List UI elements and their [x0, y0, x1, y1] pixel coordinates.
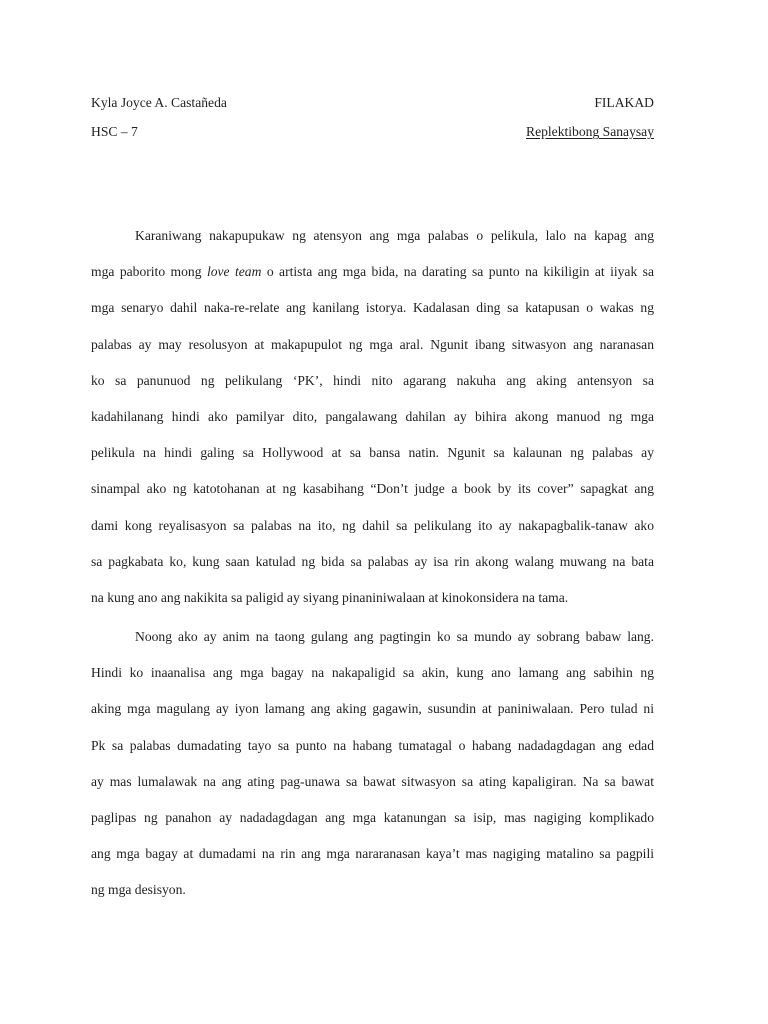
document-type: Replektibong Sanaysay: [526, 124, 654, 139]
paragraph-line: ay mas lumalawak na ang ating pag-unawa sa bawat sitwasyon sa ating kapaligiran. Na sa bawat: [91, 773, 654, 789]
paragraph-line: ng mga desisyon.: [91, 882, 186, 898]
text-segment: mga paborito mong: [91, 264, 207, 280]
paragraph-line: aking mga magulang ay iyon lamang ang aking gagawin, susundin at paniniwalaan. Pero tulad ni: [91, 701, 654, 717]
paragraph-line: sinampal ako ng katotohanan at ng kasabihang “Don’t judge a book by its cover” sapagkat ang: [91, 481, 654, 497]
header-row-2: [91, 123, 654, 141]
subject-code: FILAKAD: [594, 95, 654, 110]
paragraph-line: kadahilanang hindi ako pamilyar dito, pangalawang dahilan ay bihira akong manuod ng mga: [91, 408, 654, 424]
paragraph-line: Karaniwang nakapupukaw ng atensyon ang mga palabas o pelikula, lalo na kapag ang: [135, 228, 654, 243]
paragraph-line: ang mga bagay at dumadami na rin ang mga nararanasan kaya’t mas nagiging matalino sa pagpili: [91, 846, 654, 862]
paragraph-line: palabas ay may resolusyon at makapupulot ng mga aral. Ngunit ibang sitwasyon ang naranasan: [91, 336, 654, 352]
paragraph-line: [91, 263, 654, 299]
paragraph-2: [91, 628, 654, 918]
paragraph-line: Pk sa palabas dumadating tayo sa punto na habang tumatagal o habang nadadagdagan ang edad: [91, 737, 654, 753]
emphasis-text: love team: [206, 264, 262, 280]
paragraph-line: paglipas ng panahon ay nadadagdagan ang mga katanungan sa isip, mas nagiging komplikado: [91, 809, 654, 825]
paragraph-line: Noong ako ay anim na taong gulang ang pagtingin ko sa mundo ay sobrang babaw lang.: [135, 629, 654, 644]
paragraph-line: sa pagkabata ko, kung saan katulad ng bida sa palabas ay isa rin akong walang muwang na bata: [91, 553, 654, 569]
paragraph-line: na kung ano ang nakikita sa paligid ay siyang pinaniniwalaan at kinokonsidera na tama.: [91, 589, 569, 605]
paragraph-line: Hindi ko inaanalisa ang mga bagay na nakapaligid sa akin, kung ano lamang ang sabihin ng: [91, 665, 654, 681]
header-row-1: [91, 94, 654, 112]
text-segment: o artista ang mga bida, na darating sa punto na kikiligin at iiyak sa: [261, 264, 654, 280]
paragraph-line: pelikula na hindi galing sa Hollywood at sa bansa natin. Ngunit sa kalaunan ng palabas ay: [91, 445, 654, 461]
paragraph-line: mga senaryo dahil naka-re-relate ang kanilang istorya. Kadalasan ding sa katapusan o wakas ng: [91, 300, 654, 316]
paragraph-line: dami kong reyalisasyon sa palabas na ito, ng dahil sa pelikulang ito ay nakapagbalik-tanaw ako: [91, 517, 654, 533]
paragraph-1: [91, 227, 654, 625]
paragraph-line: ko sa panunuod ng pelikulang ‘PK’, hindi nito agarang nakuha ang aking antensyon sa: [91, 372, 654, 388]
section-label: HSC – 7: [91, 124, 138, 139]
author-name: Kyla Joyce A. Castañeda: [91, 95, 227, 110]
